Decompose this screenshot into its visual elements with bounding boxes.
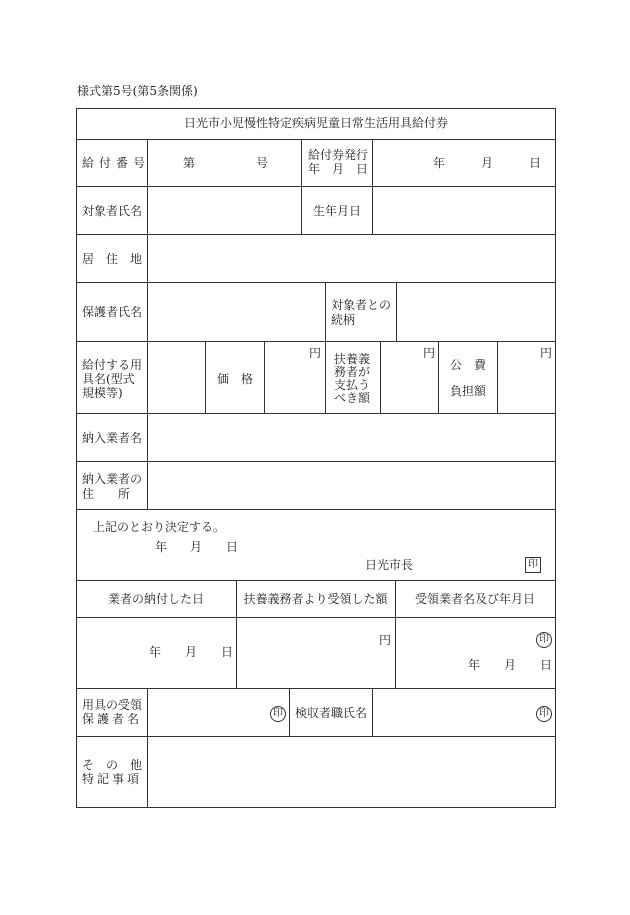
col-divider [380, 341, 381, 413]
issue-day: 日 [529, 156, 542, 170]
vendor-month: 月 [504, 658, 517, 672]
payer-label-3: 支払う [334, 378, 371, 392]
birth-date-label: 生年月日 [313, 204, 362, 218]
address-label: 居 住 地 [82, 252, 143, 266]
vendor-address-label-2: 住 所 [82, 487, 131, 501]
row-divider [76, 461, 556, 462]
payer-label-1: 扶養義 [334, 352, 371, 366]
payer-yen: 円 [423, 346, 436, 360]
mayor-label: 日光市長 [365, 558, 414, 572]
vendor-name-field[interactable] [152, 418, 550, 456]
relation-label-2: 続柄 [331, 313, 356, 327]
delivery-day: 日 [221, 645, 234, 659]
inspector-label: 検収者職氏名 [295, 706, 368, 720]
received-amount-header: 扶養義務者より受領した額 [243, 592, 388, 606]
vendor-day: 日 [540, 658, 553, 672]
row-divider [76, 580, 556, 581]
decision-month: 月 [190, 540, 203, 554]
public-label-2: 負担額 [450, 384, 487, 398]
item-name-field[interactable] [152, 346, 200, 408]
vendor-address-field[interactable] [152, 466, 550, 504]
go-label: 号 [256, 156, 269, 170]
col-divider [372, 688, 373, 736]
row-divider [76, 617, 556, 618]
row-divider [76, 688, 556, 689]
row-divider [76, 282, 556, 283]
receiver-name-field[interactable] [152, 693, 264, 731]
table-border-left [76, 108, 77, 808]
col-divider [147, 139, 148, 509]
receiving-vendor-header: 受領業者名及び年月日 [414, 592, 535, 606]
decision-day: 日 [226, 540, 239, 554]
decision-text: 上記のとおり決定する。 [93, 520, 226, 534]
issue-date-field[interactable] [378, 144, 550, 180]
col-divider [325, 341, 326, 413]
price-label: 価 格 [217, 372, 254, 386]
col-divider [289, 688, 290, 736]
received-yen: 円 [379, 633, 392, 647]
payer-label-4: べき額 [334, 391, 371, 405]
receiver-label-1: 用具の受領 [82, 698, 143, 712]
birth-date-field[interactable] [377, 191, 550, 229]
item-label-2: 具名(型式 [82, 372, 135, 386]
vendor-seal-icon: 印 [536, 632, 552, 648]
receiving-vendor-field[interactable] [400, 622, 530, 652]
col-divider [497, 341, 498, 413]
col-divider [372, 139, 373, 234]
guardian-name-label: 保護者氏名 [82, 305, 143, 319]
row-divider [76, 736, 556, 737]
item-label-3: 規模等) [82, 386, 123, 400]
row-divider [76, 413, 556, 414]
col-divider [147, 688, 148, 807]
subject-name-field[interactable] [152, 191, 296, 229]
relation-field[interactable] [401, 287, 550, 336]
price-field[interactable] [269, 362, 319, 408]
price-yen: 円 [309, 346, 322, 360]
number-field[interactable] [197, 144, 253, 180]
col-divider [438, 341, 439, 413]
guardian-name-field[interactable] [152, 287, 320, 336]
payer-label-2: 務者が [334, 365, 371, 379]
receiver-seal-icon: 印 [270, 706, 286, 722]
mayor-seal-icon: 印 [525, 557, 541, 573]
vendor-year: 年 [468, 658, 481, 672]
table-border-top [76, 108, 556, 109]
dai-label: 第 [183, 156, 196, 170]
issue-year: 年 [433, 156, 446, 170]
delivery-month: 月 [185, 645, 198, 659]
delivery-date-header: 業者の納付した日 [107, 592, 204, 606]
relation-label-1: 対象者との [331, 298, 392, 312]
decision-year: 年 [155, 540, 168, 554]
other-label-2: 特記事項 [82, 772, 143, 786]
col-divider [396, 282, 397, 341]
other-notes-field[interactable] [152, 741, 550, 802]
receiver-label-2: 保護者名 [82, 712, 143, 726]
col-divider [301, 139, 302, 234]
received-amount-field[interactable] [241, 622, 371, 683]
col-divider [264, 341, 265, 413]
table-border-bottom [76, 807, 556, 808]
vendor-name-label: 納入業者名 [82, 431, 143, 445]
item-label-1: 給付する用 [82, 358, 143, 372]
issue-date-label-2: 年 月 日 [308, 162, 369, 176]
address-field[interactable] [152, 239, 550, 277]
col-divider [325, 282, 326, 341]
form-number: 様式第5号(第5条関係) [77, 84, 198, 98]
col-divider [205, 341, 206, 413]
form-title: 日光市小児慢性特定疾病児童日常生活用具給付券 [183, 116, 448, 130]
inspector-seal-icon: 印 [536, 706, 552, 722]
issue-month: 月 [481, 156, 494, 170]
row-divider [76, 139, 556, 140]
public-label-1: 公 費 [450, 358, 487, 372]
row-divider [76, 341, 556, 342]
payer-amount-field[interactable] [385, 362, 433, 408]
public-yen: 円 [540, 346, 553, 360]
number-label: 給付番号 [82, 156, 151, 170]
row-divider [76, 234, 556, 235]
issue-date-label-1: 給付券発行 [308, 148, 369, 162]
table-border-right [555, 108, 556, 808]
vendor-address-label-1: 納入業者の [82, 472, 143, 486]
public-amount-field[interactable] [502, 362, 550, 408]
delivery-year: 年 [149, 645, 162, 659]
inspector-name-field[interactable] [377, 693, 531, 731]
row-divider [76, 186, 556, 187]
subject-name-label: 対象者氏名 [82, 204, 143, 218]
other-label-1: そ の 他 [82, 758, 143, 772]
delivery-date-field[interactable] [81, 622, 234, 683]
row-divider [76, 509, 556, 510]
